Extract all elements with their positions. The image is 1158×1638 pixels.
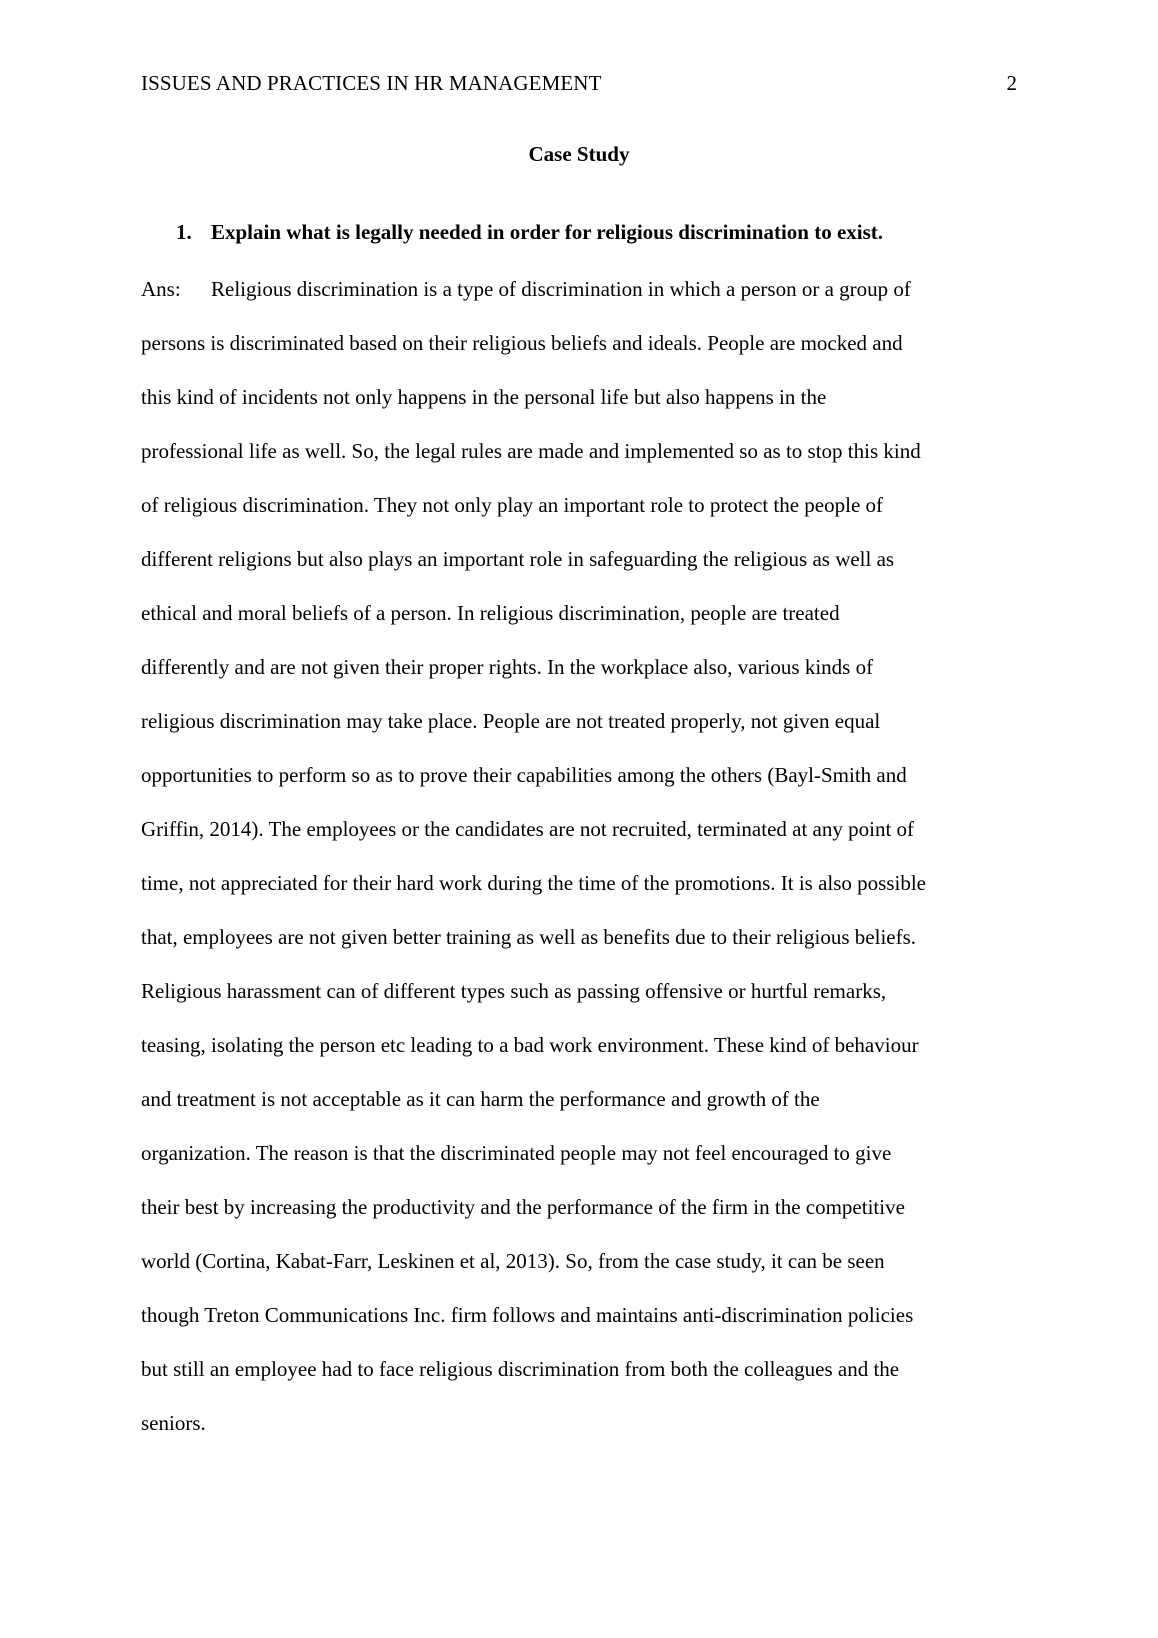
answer-line: persons is discriminated based on their religious beliefs and ideals. People are mocked and <box>141 331 903 355</box>
answer-line: seniors. <box>141 1411 206 1435</box>
answer-line: but still an employee had to face religious discrimination from both the colleagues and the <box>141 1357 900 1381</box>
answer-line: opportunities to perform so as to prove their capabilities among the others (Bayl-Smith and <box>141 763 907 787</box>
answer-line: organization. The reason is that the discriminated people may not feel encouraged to give <box>141 1141 892 1165</box>
answer-line: differently and are not given their proper rights. In the workplace also, various kinds of <box>141 655 874 679</box>
answer-line: Griffin, 2014). The employees or the candidates are not recruited, terminated at any point of <box>141 817 915 841</box>
answer-line: this kind of incidents not only happens in the personal life but also happens in the <box>141 385 827 409</box>
answer-line: time, not appreciated for their hard work during the time of the promotions. It is also possible <box>141 871 926 895</box>
answer-line: Religious harassment can of different types such as passing offensive or hurtful remarks, <box>141 979 887 1003</box>
answer-line: ethical and moral beliefs of a person. In religious discrimination, people are treated <box>141 601 840 625</box>
answer-label: Ans: <box>141 277 181 301</box>
question-heading <box>176 218 883 246</box>
page-title: Case Study <box>528 142 630 166</box>
answer-line: their best by increasing the productivity and the performance of the firm in the competitive <box>141 1195 905 1219</box>
answer-line: world (Cortina, Kabat-Farr, Leskinen et al, 2013). So, from the case study, it can be seen <box>141 1249 885 1273</box>
answer-line: that, employees are not given better training as well as benefits due to their religious beliefs. <box>141 925 917 949</box>
answer-line <box>141 275 1021 329</box>
question-number: 1. <box>176 220 192 244</box>
answer-line: of religious discrimination. They not only play an important role to protect the people of <box>141 493 884 517</box>
answer-line: and treatment is not acceptable as it can harm the performance and growth of the <box>141 1087 820 1111</box>
answer-line: professional life as well. So, the legal rules are made and implemented so as to stop this kind <box>141 439 921 463</box>
answer-line: though Treton Communications Inc. firm follows and maintains anti-discrimination policies <box>141 1303 914 1327</box>
question-text: Explain what is legally needed in order for religious discrimination to exist. <box>211 220 884 244</box>
answer-body <box>141 275 1021 1463</box>
answer-line: religious discrimination may take place. People are not treated properly, not given equal <box>141 709 881 733</box>
answer-line: different religions but also plays an important role in safeguarding the religious as well as <box>141 547 895 571</box>
page-number: 2 <box>1006 71 1017 95</box>
running-head: ISSUES AND PRACTICES IN HR MANAGEMENT <box>141 71 602 95</box>
answer-line-text: Religious discrimination is a type of discrimination in which a person or a group of <box>211 277 911 301</box>
answer-line: teasing, isolating the person etc leading to a bad work environment. These kind of behaviour <box>141 1033 919 1057</box>
